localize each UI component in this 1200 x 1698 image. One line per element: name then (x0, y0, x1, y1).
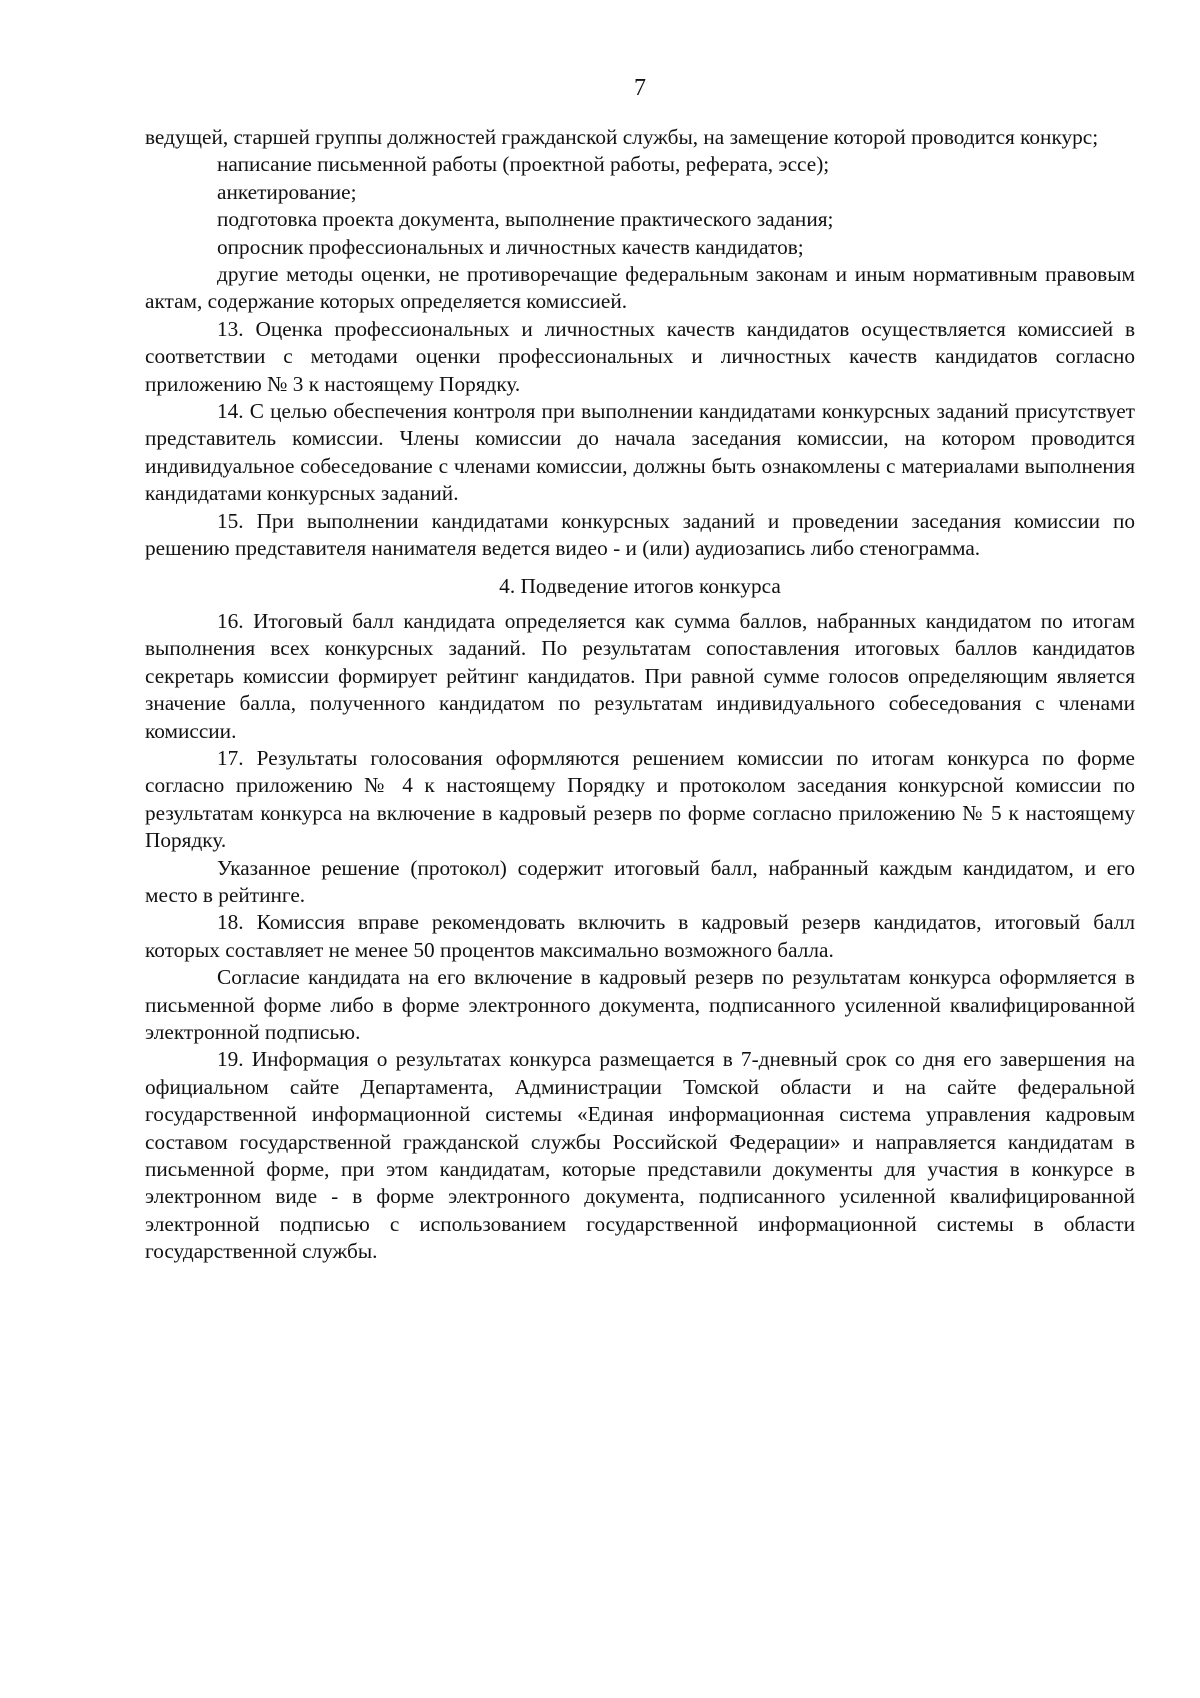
page-number: 7 (634, 75, 646, 101)
list-item-other-methods: другие методы оценки, не противоречащие федеральным законам и иным нормативным правовым актам, содержание которых определяется комиссией. (145, 262, 1135, 314)
list-item-draft-document: подготовка проекта документа, выполнение практического задания; (217, 207, 834, 232)
section-heading: 4. Подведение итогов конкурса (499, 573, 781, 598)
paragraph-18-consent: Согласие кандидата на его включение в кадровый резерв по результатам конкурса оформляется в письменной форме либо в форме электронного документа, подписанного усиленной квалифицированной электронной подписью. (145, 965, 1135, 1044)
list-item-questionnaire: опросник профессиональных и личностных качеств кандидатов; (217, 234, 804, 259)
list-item-survey: анкетирование; (217, 179, 357, 204)
paragraph-16: 16. Итоговый балл кандидата определяется как сумма баллов, набранных кандидатом по итогам выполнения всех конкурсных заданий. По результатам сопоставления итоговых баллов кандидатов секретарь комиссии формирует рейтинг кандидатов. При равной сумме голосов определяющим является значение балла, полученного кандидатом по результатам индивидуального собеседования с членами комиссии. (145, 608, 1135, 743)
paragraph-19: 19. Информация о результатах конкурса размещается в 7-дневный срок со дня его завершения на официальном сайте Департамента, Администрации Томской области и на сайте федеральной государственной информационной системы «Единая информационная система управления кадровым составом государственной гражданской службы Российской Федерации» и направляется кандидатам в письменной форме, при этом кандидатам, которые представили документы для участия в конкурсе в электронном виде - в форме электронного документа, подписанного усиленной квалифицированной электронной подписью с использованием государственной информационной системы в области государственной службы. (145, 1047, 1135, 1264)
paragraph-14: 14. С целью обеспечения контроля при выполнении кандидатами конкурсных заданий присутствует представитель комиссии. Члены комиссии до начала заседания комиссии, на котором проводится индивидуальное собеседование с членами комиссии, должны быть ознакомлены с материалами выполнения кандидатами конкурсных заданий. (145, 399, 1135, 506)
paragraph-17-protocol: Указанное решение (протокол) содержит итоговый балл, набранный каждым кандидатом, и его место в рейтинге. (145, 855, 1135, 907)
paragraph-15: 15. При выполнении кандидатами конкурсных заданий и проведении заседания комиссии по решению представителя нанимателя ведется видео - и (или) аудиозапись либо стенограмма. (145, 508, 1135, 561)
paragraph-17: 17. Результаты голосования оформляются решением комиссии по итогам конкурса по форме согласно приложению № 4 к настоящему Порядку и протоколом заседания конкурсной комиссии по результатам конкурса на включение в кадровый резерв по форме согласно приложению № 5 к настоящему Порядку. (145, 745, 1135, 853)
paragraph-13: 13. Оценка профессиональных и личностных качеств кандидатов осуществляется комиссией в соответствии с методами оценки профессиональных и личностных качеств кандидатов согласно приложению № 3 к настоящему Порядку. (145, 316, 1135, 396)
list-item-written-work: написание письменной работы (проектной работы, реферата, эссе); (217, 152, 830, 177)
paragraph-continuation: ведущей, старшей группы должностей гражданской службы, на замещение которой проводится конкурс; (145, 125, 1099, 149)
document-body (145, 124, 1135, 1266)
paragraph-18: 18. Комиссия вправе рекомендовать включить в кадровый резерв кандидатов, итоговый балл которых составляет не менее 50 процентов максимально возможного балла. (145, 910, 1135, 962)
